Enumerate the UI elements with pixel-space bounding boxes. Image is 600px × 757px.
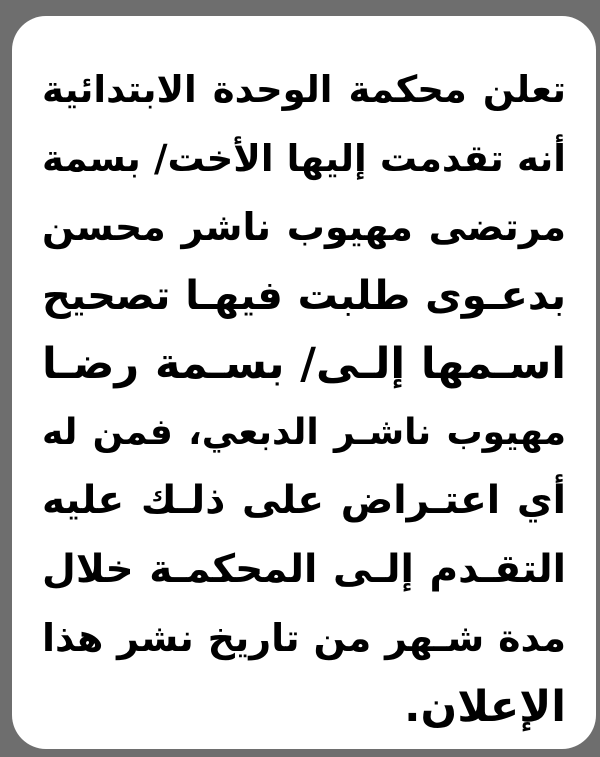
notice-line: أنه تقدمت إليها الأخت/ بسمة — [42, 136, 566, 180]
notice-line: مدة شـهر من تاريخ نشر هذا — [42, 616, 566, 660]
notice-text — [42, 56, 566, 741]
notice-line: بدعـوى طلبت فيهـا تصحيح — [42, 272, 566, 319]
notice-card — [12, 16, 596, 749]
notice-line: التقـدم إلـى المحكمـة خلال — [42, 546, 566, 592]
notice-line: اسـمها إلـى/ بسـمة رضـا — [42, 339, 566, 389]
notice-line: أي اعتـراض على ذلـك عليه — [42, 478, 566, 523]
notice-line: مرتضى مهيوب ناشر محسن — [42, 205, 566, 249]
notice-line: مهيوب ناشـر الدبعي، فمن له — [42, 411, 566, 453]
notice-line: تعلن محكمة الوحدة الابتدائية — [42, 68, 566, 111]
notice-line-last: الإعلان. — [404, 681, 566, 732]
